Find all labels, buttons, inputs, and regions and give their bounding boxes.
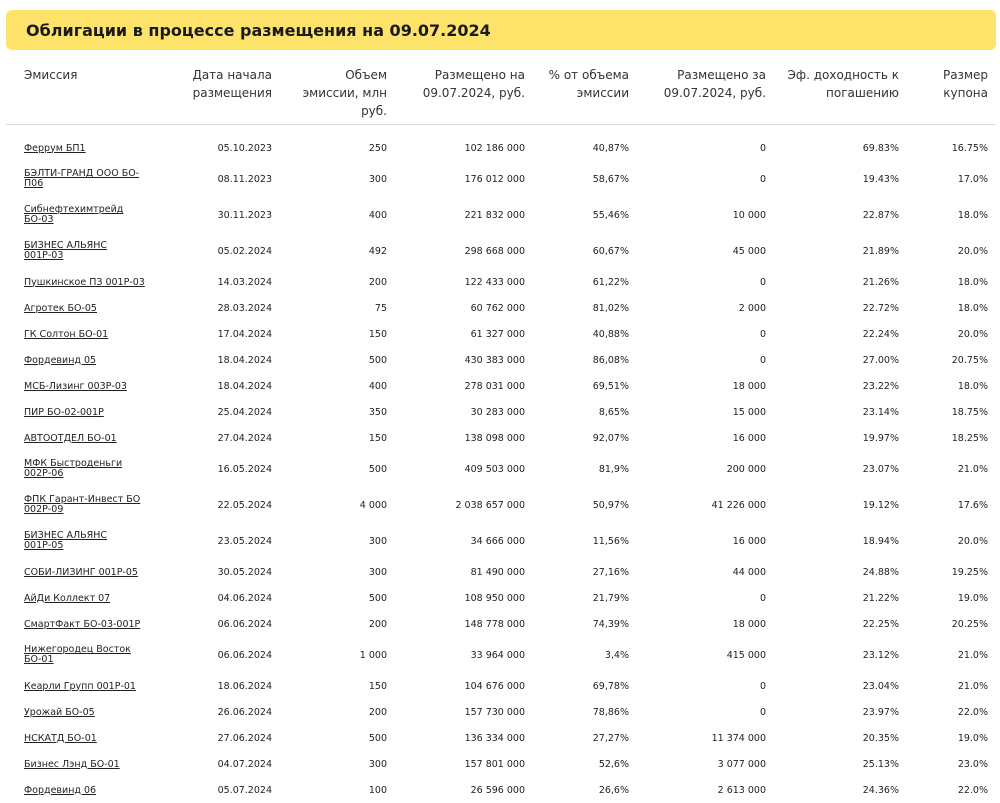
cell-placed-total: 409 503 000 [464, 463, 525, 475]
emission-link[interactable]: НСКАТД БО-01 [24, 732, 97, 744]
cell-placed-total: 298 668 000 [464, 245, 525, 257]
cell-issue-volume: 500 [368, 354, 387, 366]
cell-placed-today: 41 226 000 [711, 499, 766, 511]
cell-coupon: 18.0% [957, 302, 988, 314]
col-header-placed-today[interactable]: Размещено за 09.07.2024, руб. [637, 66, 774, 125]
cell-percent-of-volume: 21,79% [592, 592, 629, 604]
cell-placed-total: 61 327 000 [470, 328, 525, 340]
cell-issue-volume: 75 [374, 302, 387, 314]
cell-coupon: 17.6% [957, 499, 988, 511]
table-row [6, 451, 996, 487]
cell-emission [6, 135, 154, 161]
emission-link[interactable]: ГК Солтон БО-01 [24, 328, 109, 340]
cell-placed-total: 34 666 000 [470, 535, 525, 547]
table-row [6, 373, 996, 399]
cell-placed-today: 15 000 [732, 406, 766, 418]
emission-link[interactable]: БЭЛТИ-ГРАНД ООО БО-П06 [24, 168, 140, 189]
col-header-emission[interactable]: Эмиссия [6, 66, 154, 125]
emission-link[interactable]: Урожай БО-05 [24, 706, 95, 718]
table-row [6, 751, 996, 777]
cell-effective-yield: 18.94% [862, 535, 899, 547]
cell-effective-yield: 25.13% [862, 758, 899, 770]
cell-issue-volume: 200 [368, 706, 387, 718]
cell-effective-yield: 22.72% [862, 302, 899, 314]
cell-placed-today: 0 [759, 706, 766, 718]
cell-effective-yield: 20.35% [862, 732, 899, 744]
cell-placed-today: 0 [759, 142, 766, 154]
cell-placed-total: 176 012 000 [464, 173, 525, 185]
cell-coupon: 20.75% [951, 354, 988, 366]
cell-placed-today: 3 077 000 [717, 758, 766, 770]
emission-link[interactable]: Феррум БП1 [24, 142, 86, 154]
cell-placed-total: 102 186 000 [464, 142, 525, 154]
cell-start-date: 30.11.2023 [217, 209, 272, 221]
emission-link[interactable]: АВТООТДЕЛ БО-01 [24, 432, 117, 444]
cell-placed-total: 148 778 000 [464, 618, 525, 630]
cell-percent-of-volume: 58,67% [592, 173, 629, 185]
cell-start-date: 18.04.2024 [217, 354, 272, 366]
cell-emission [6, 161, 154, 197]
cell-percent-of-volume: 86,08% [592, 354, 629, 366]
cell-coupon: 16.75% [951, 142, 988, 154]
emission-link[interactable]: ФПК Гарант-Инвест БО 002Р-09 [24, 494, 141, 515]
emission-link[interactable]: Нижегородец Восток БО-01 [24, 644, 131, 665]
cell-emission [6, 699, 154, 725]
cell-emission [6, 233, 154, 269]
cell-emission [6, 321, 154, 347]
cell-issue-volume: 500 [368, 463, 387, 475]
cell-start-date: 05.02.2024 [217, 245, 272, 257]
cell-issue-volume: 300 [368, 173, 387, 185]
cell-placed-total: 2 038 657 000 [455, 499, 525, 511]
cell-coupon: 20.0% [957, 535, 988, 547]
cell-start-date: 06.06.2024 [217, 618, 272, 630]
cell-effective-yield: 24.36% [862, 784, 899, 796]
cell-placed-today: 11 374 000 [711, 732, 766, 744]
table-row [6, 699, 996, 725]
table-header-row [6, 66, 996, 125]
cell-effective-yield: 22.87% [862, 209, 899, 221]
cell-percent-of-volume: 81,02% [592, 302, 629, 314]
cell-start-date: 05.10.2023 [217, 142, 272, 154]
cell-percent-of-volume: 55,46% [592, 209, 629, 221]
cell-emission [6, 559, 154, 585]
cell-start-date: 04.06.2024 [217, 592, 272, 604]
cell-placed-total: 221 832 000 [464, 209, 525, 221]
cell-issue-volume: 500 [368, 592, 387, 604]
col-header-coupon[interactable]: Размер купона [907, 66, 996, 125]
emission-link[interactable]: Фордевинд 06 [24, 784, 97, 796]
cell-placed-total: 122 433 000 [464, 276, 525, 288]
cell-start-date: 18.04.2024 [217, 380, 272, 392]
table-row [6, 673, 996, 699]
cell-emission [6, 487, 154, 523]
cell-placed-total: 33 964 000 [470, 649, 525, 661]
col-header-effective-yield[interactable]: Эф. доходность к погашению [774, 66, 907, 125]
cell-effective-yield: 19.43% [862, 173, 899, 185]
cell-placed-total: 60 762 000 [470, 302, 525, 314]
cell-coupon: 18.75% [951, 406, 988, 418]
cell-percent-of-volume: 26,6% [598, 784, 629, 796]
cell-issue-volume: 300 [368, 758, 387, 770]
cell-placed-total: 430 383 000 [464, 354, 525, 366]
cell-effective-yield: 21.22% [862, 592, 899, 604]
cell-effective-yield: 21.26% [862, 276, 899, 288]
table-row [6, 161, 996, 197]
cell-placed-total: 278 031 000 [464, 380, 525, 392]
cell-placed-total: 138 098 000 [464, 432, 525, 444]
cell-placed-total: 26 596 000 [470, 784, 525, 796]
cell-coupon: 21.0% [957, 463, 988, 475]
cell-start-date: 18.06.2024 [217, 680, 272, 692]
emission-link[interactable]: СмартФакт БО-03-001Р [24, 618, 141, 630]
emission-link[interactable]: Пушкинское ПЗ 001Р-03 [24, 276, 145, 288]
table-row [6, 269, 996, 295]
cell-emission [6, 425, 154, 451]
cell-coupon: 20.25% [951, 618, 988, 630]
table-row [6, 585, 996, 611]
cell-issue-volume: 1 000 [359, 649, 387, 661]
cell-percent-of-volume: 3,4% [604, 649, 629, 661]
emission-link[interactable]: АйДи Коллект 07 [24, 592, 111, 604]
cell-start-date: 28.03.2024 [217, 302, 272, 314]
cell-placed-today: 44 000 [732, 566, 766, 578]
cell-coupon: 19.0% [957, 592, 988, 604]
cell-start-date: 14.03.2024 [217, 276, 272, 288]
table-row [6, 425, 996, 451]
cell-effective-yield: 23.97% [862, 706, 899, 718]
cell-coupon: 18.0% [957, 276, 988, 288]
cell-coupon: 21.0% [957, 649, 988, 661]
cell-percent-of-volume: 60,67% [592, 245, 629, 257]
cell-start-date: 23.05.2024 [217, 535, 272, 547]
cell-start-date: 17.04.2024 [217, 328, 272, 340]
emission-link[interactable]: Агротек БО-05 [24, 302, 97, 314]
cell-coupon: 20.0% [957, 245, 988, 257]
cell-percent-of-volume: 40,88% [592, 328, 629, 340]
table-row [6, 295, 996, 321]
cell-start-date: 08.11.2023 [217, 173, 272, 185]
cell-placed-total: 30 283 000 [470, 406, 525, 418]
cell-placed-total: 81 490 000 [470, 566, 525, 578]
cell-start-date: 05.07.2024 [217, 784, 272, 796]
cell-percent-of-volume: 40,87% [592, 142, 629, 154]
cell-percent-of-volume: 92,07% [592, 432, 629, 444]
cell-emission [6, 673, 154, 699]
cell-effective-yield: 27.00% [862, 354, 899, 366]
cell-issue-volume: 400 [368, 380, 387, 392]
cell-issue-volume: 250 [368, 142, 387, 154]
cell-percent-of-volume: 27,16% [592, 566, 629, 578]
cell-effective-yield: 21.89% [862, 245, 899, 257]
cell-placed-today: 16 000 [732, 535, 766, 547]
cell-placed-today: 18 000 [732, 618, 766, 630]
cell-coupon: 23.0% [957, 758, 988, 770]
emission-link[interactable]: БИЗНЕС АЛЬЯНС 001Р-05 [24, 530, 108, 551]
cell-percent-of-volume: 52,6% [598, 758, 629, 770]
cell-issue-volume: 150 [368, 680, 387, 692]
table-row [6, 197, 996, 233]
cell-placed-today: 0 [759, 592, 766, 604]
table-row [6, 487, 996, 523]
cell-emission [6, 777, 154, 803]
cell-effective-yield: 22.24% [862, 328, 899, 340]
cell-issue-volume: 500 [368, 732, 387, 744]
cell-emission [6, 751, 154, 777]
cell-percent-of-volume: 50,97% [592, 499, 629, 511]
col-header-placed-total[interactable]: Размещено на 09.07.2024, руб. [395, 66, 533, 125]
cell-placed-today: 2 613 000 [717, 784, 766, 796]
emission-link[interactable]: Сибнефтехимтрейд БО-03 [24, 204, 124, 225]
emission-link[interactable]: ПИР БО-02-001Р [24, 406, 104, 418]
table-row [6, 777, 996, 803]
cell-start-date: 16.05.2024 [217, 463, 272, 475]
cell-percent-of-volume: 78,86% [592, 706, 629, 718]
cell-placed-today: 2 000 [738, 302, 766, 314]
cell-issue-volume: 200 [368, 276, 387, 288]
cell-coupon: 22.0% [957, 706, 988, 718]
cell-emission [6, 197, 154, 233]
cell-start-date: 06.06.2024 [217, 649, 272, 661]
emission-link[interactable]: МСБ-Лизинг 003Р-03 [24, 380, 127, 392]
table-row [6, 135, 996, 161]
cell-issue-volume: 492 [368, 245, 387, 257]
cell-emission [6, 295, 154, 321]
cell-effective-yield: 19.12% [862, 499, 899, 511]
cell-effective-yield: 24.88% [862, 566, 899, 578]
table-row [6, 399, 996, 425]
cell-placed-today: 0 [759, 276, 766, 288]
cell-percent-of-volume: 74,39% [592, 618, 629, 630]
cell-coupon: 17.0% [957, 173, 988, 185]
cell-percent-of-volume: 11,56% [592, 535, 629, 547]
cell-placed-total: 136 334 000 [464, 732, 525, 744]
cell-emission [6, 725, 154, 751]
cell-coupon: 22.0% [957, 784, 988, 796]
cell-coupon: 21.0% [957, 680, 988, 692]
cell-placed-today: 18 000 [732, 380, 766, 392]
cell-effective-yield: 23.22% [862, 380, 899, 392]
cell-placed-today: 0 [759, 354, 766, 366]
col-header-issue-volume[interactable]: Объем эмиссии, млн руб. [280, 66, 395, 125]
cell-start-date: 25.04.2024 [217, 406, 272, 418]
cell-emission [6, 611, 154, 637]
cell-percent-of-volume: 81,9% [598, 463, 629, 475]
cell-issue-volume: 200 [368, 618, 387, 630]
cell-emission [6, 399, 154, 425]
cell-emission [6, 373, 154, 399]
cell-placed-today: 0 [759, 680, 766, 692]
cell-emission [6, 451, 154, 487]
table-row [6, 725, 996, 751]
cell-placed-today: 0 [759, 328, 766, 340]
cell-issue-volume: 300 [368, 566, 387, 578]
table-row [6, 233, 996, 269]
cell-start-date: 04.07.2024 [217, 758, 272, 770]
cell-effective-yield: 23.04% [862, 680, 899, 692]
cell-issue-volume: 400 [368, 209, 387, 221]
cell-placed-total: 157 730 000 [464, 706, 525, 718]
cell-placed-today: 10 000 [732, 209, 766, 221]
cell-percent-of-volume: 69,78% [592, 680, 629, 692]
emission-link[interactable]: Бизнес Лэнд БО-01 [24, 758, 120, 770]
cell-emission [6, 269, 154, 295]
cell-percent-of-volume: 69,51% [592, 380, 629, 392]
cell-percent-of-volume: 27,27% [592, 732, 629, 744]
cell-coupon: 20.0% [957, 328, 988, 340]
cell-placed-total: 108 950 000 [464, 592, 525, 604]
page-title: Облигации в процессе размещения на 09.07.2024 [26, 20, 491, 40]
emission-link[interactable]: Кеарли Групп 001Р-01 [24, 680, 136, 692]
cell-start-date: 30.05.2024 [217, 566, 272, 578]
table-spacer [6, 125, 996, 136]
cell-issue-volume: 350 [368, 406, 387, 418]
cell-issue-volume: 300 [368, 535, 387, 547]
cell-emission [6, 523, 154, 559]
cell-issue-volume: 4 000 [359, 499, 387, 511]
cell-effective-yield: 19.97% [862, 432, 899, 444]
cell-placed-total: 104 676 000 [464, 680, 525, 692]
cell-placed-today: 415 000 [726, 649, 766, 661]
cell-coupon: 18.25% [951, 432, 988, 444]
cell-coupon: 19.25% [951, 566, 988, 578]
table-row [6, 637, 996, 673]
cell-start-date: 27.04.2024 [217, 432, 272, 444]
cell-start-date: 26.06.2024 [217, 706, 272, 718]
emission-link[interactable]: Фордевинд 05 [24, 354, 97, 366]
cell-start-date: 22.05.2024 [217, 499, 272, 511]
cell-emission [6, 347, 154, 373]
bonds-table [6, 66, 996, 803]
table-row [6, 321, 996, 347]
page-title-bar [6, 10, 996, 50]
cell-issue-volume: 150 [368, 432, 387, 444]
cell-percent-of-volume: 8,65% [598, 406, 629, 418]
cell-coupon: 18.0% [957, 209, 988, 221]
cell-placed-today: 0 [759, 173, 766, 185]
table-row [6, 523, 996, 559]
cell-effective-yield: 23.12% [862, 649, 899, 661]
cell-emission [6, 637, 154, 673]
cell-issue-volume: 150 [368, 328, 387, 340]
cell-percent-of-volume: 61,22% [592, 276, 629, 288]
emission-link[interactable]: БИЗНЕС АЛЬЯНС 001Р-03 [24, 240, 108, 261]
cell-coupon: 18.0% [957, 380, 988, 392]
cell-effective-yield: 69.83% [862, 142, 899, 154]
table-row [6, 559, 996, 585]
emission-link[interactable]: СОБИ-ЛИЗИНГ 001Р-05 [24, 566, 138, 578]
cell-effective-yield: 23.14% [862, 406, 899, 418]
cell-placed-today: 45 000 [732, 245, 766, 257]
emission-link[interactable]: МФК Быстроденьги 002Р-06 [24, 458, 123, 479]
col-header-percent-of-volume[interactable]: % от объема эмиссии [533, 66, 637, 125]
cell-placed-total: 157 801 000 [464, 758, 525, 770]
cell-issue-volume: 100 [368, 784, 387, 796]
cell-start-date: 27.06.2024 [217, 732, 272, 744]
table-row [6, 347, 996, 373]
table-row [6, 611, 996, 637]
cell-effective-yield: 22.25% [862, 618, 899, 630]
cell-placed-today: 200 000 [726, 463, 766, 475]
cell-effective-yield: 23.07% [862, 463, 899, 475]
cell-placed-today: 16 000 [732, 432, 766, 444]
cell-coupon: 19.0% [957, 732, 988, 744]
cell-emission [6, 585, 154, 611]
col-header-start-date[interactable]: Дата начала размещения [154, 66, 280, 125]
